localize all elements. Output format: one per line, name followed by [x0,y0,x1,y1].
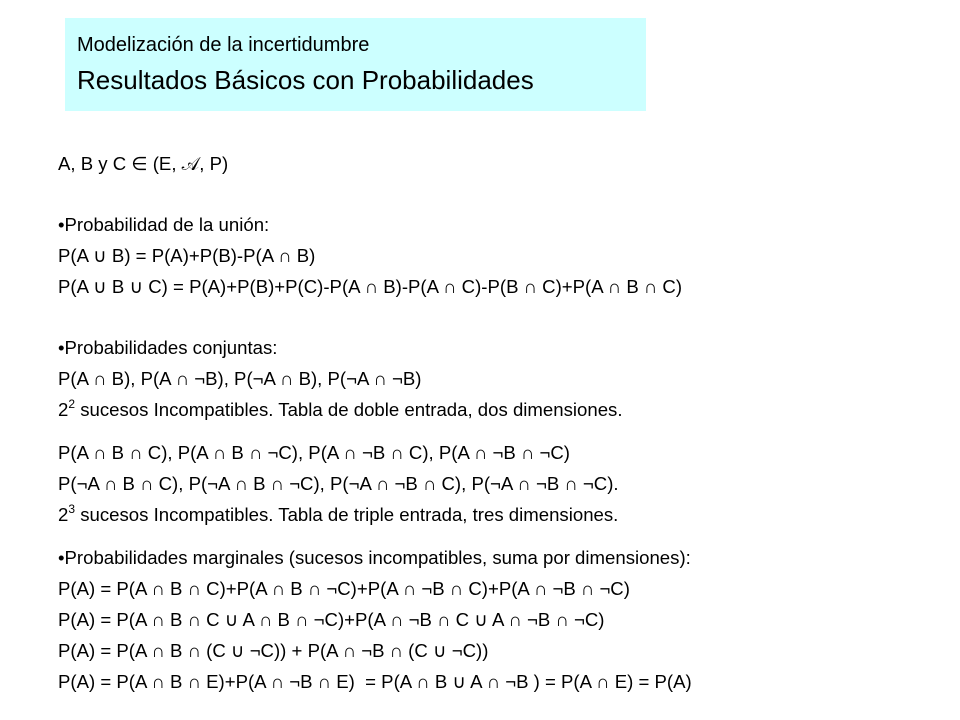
joint-heading: •Probabilidades conjuntas: [58,337,278,358]
count-base: 2 [58,399,69,420]
intro-line: A, B y C ∈ (E, 𝒜, P) [58,153,229,174]
spacer [58,530,948,542]
marginal-step-4: P(A) = P(A ∩ B ∩ E)+P(A ∩ ¬B ∩ E) = P(A ∩ B ∪ A ∩ ¬B ) = P(A ∩ E) = P(A) [58,671,692,692]
marginal-step-1: P(A) = P(A ∩ B ∩ C)+P(A ∩ B ∩ ¬C)+P(A ∩ ¬B ∩ C)+P(A ∩ ¬B ∩ ¬C) [58,578,630,599]
title-box [65,18,646,111]
joint-three-events-a: P(A ∩ B ∩ C), P(A ∩ B ∩ ¬C), P(A ∩ ¬B ∩ C), P(A ∩ ¬B ∩ ¬C) [58,442,570,463]
joint-three-events-b: P(¬A ∩ B ∩ C), P(¬A ∩ B ∩ ¬C), P(¬A ∩ ¬B ∩ C), P(¬A ∩ ¬B ∩ ¬C). [58,473,619,494]
joint-count-two [58,394,948,425]
spacer [58,179,948,209]
count-exponent: 3 [68,502,76,516]
spacer [58,425,948,437]
union-heading: •Probabilidad de la unión: [58,214,270,235]
joint-two-events: P(A ∩ B), P(A ∩ ¬B), P(¬A ∩ B), P(¬A ∩ ¬B) [58,368,422,389]
count-text: sucesos Incompatibles. Tabla de triple entrada, tres dimensiones. [75,504,619,525]
slide-title: Resultados Básicos con Probabilidades [77,65,534,95]
count-exponent: 2 [68,397,76,411]
spacer [58,302,948,332]
slide-body [58,148,948,697]
marginal-step-3: P(A) = P(A ∩ B ∩ (C ∪ ¬C)) + P(A ∩ ¬B ∩ (C ∪ ¬C)) [58,640,489,661]
count-text: sucesos Incompatibles. Tabla de doble entrada, dos dimensiones. [75,399,623,420]
count-base: 2 [58,504,69,525]
marginal-heading: •Probabilidades marginales (sucesos incompatibles, suma por dimensiones): [58,547,691,568]
joint-count-three [58,499,948,530]
union-formula-three: P(A ∪ B ∪ C) = P(A)+P(B)+P(C)-P(A ∩ B)-P(A ∩ C)-P(B ∩ C)+P(A ∩ B ∩ C) [58,276,683,297]
union-formula-two: P(A ∪ B) = P(A)+P(B)-P(A ∩ B) [58,245,316,266]
slide-subtitle: Modelización de la incertidumbre [77,34,370,56]
marginal-step-2: P(A) = P(A ∩ B ∩ C ∪ A ∩ B ∩ ¬C)+P(A ∩ ¬B ∩ C ∪ A ∩ ¬B ∩ ¬C) [58,609,605,630]
